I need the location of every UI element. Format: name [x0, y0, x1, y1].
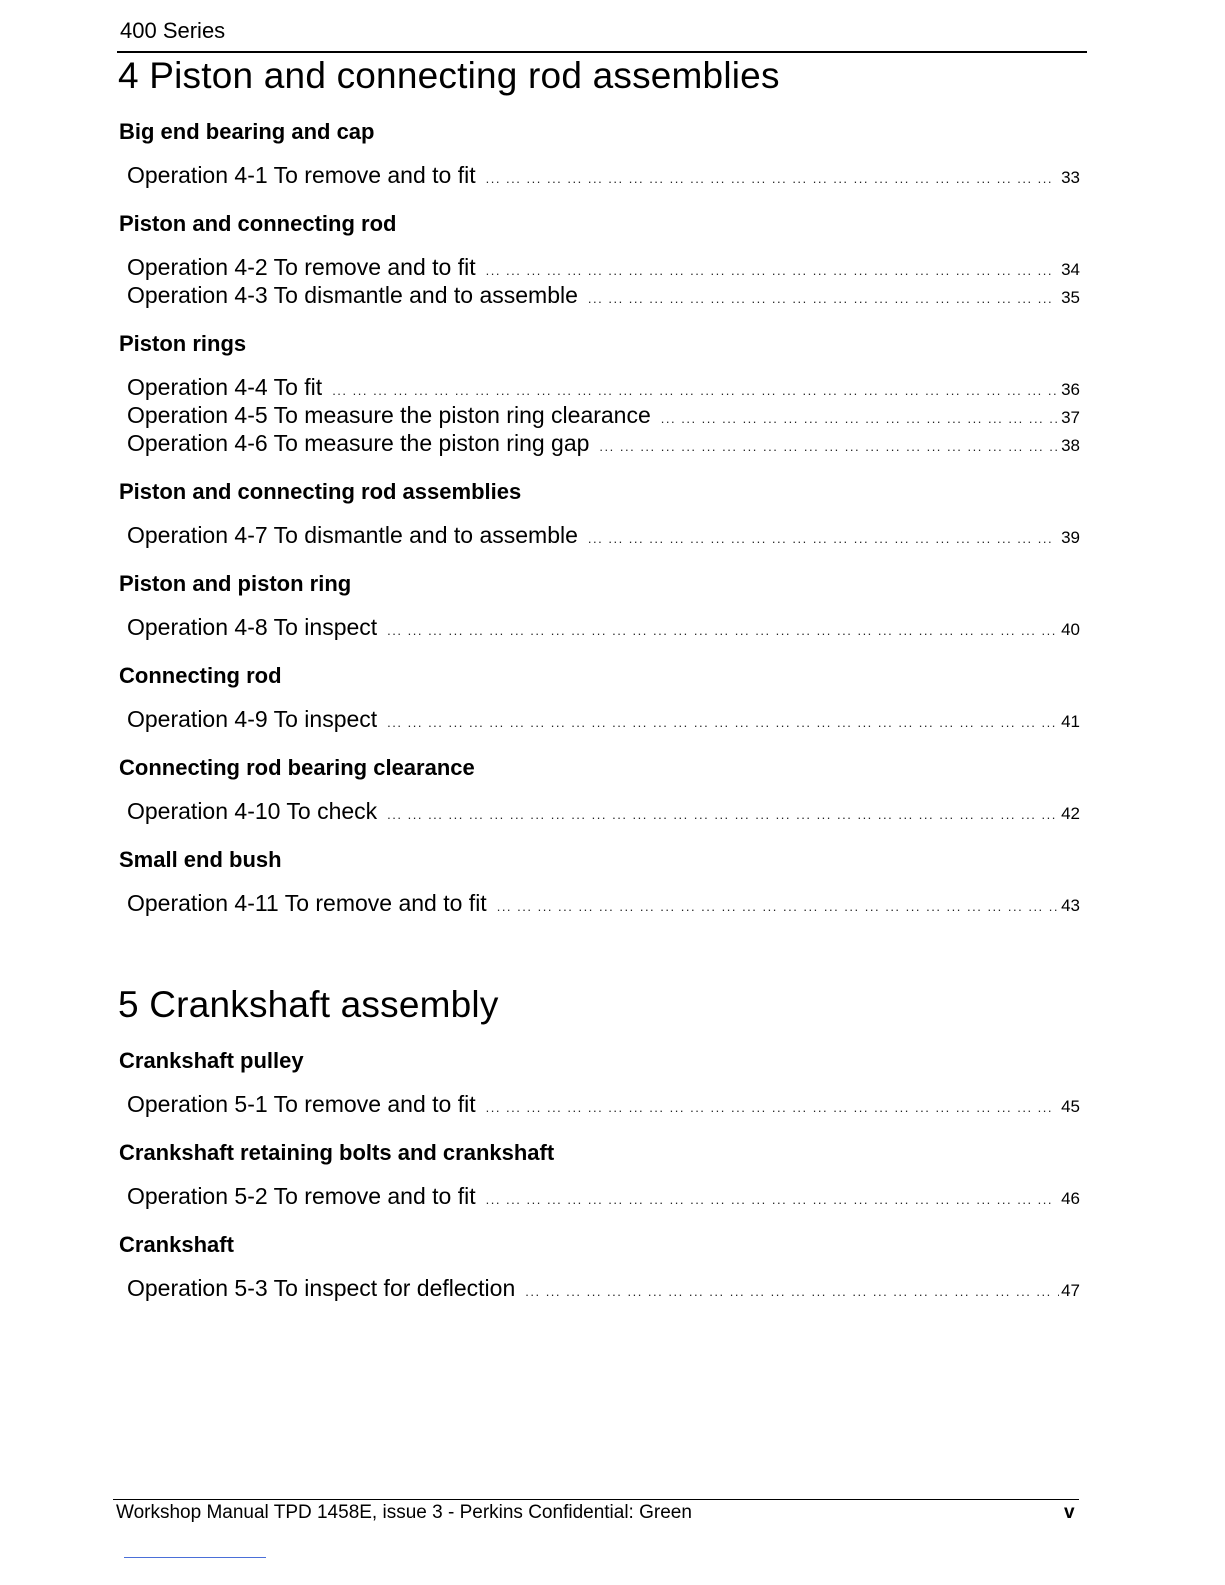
toc-section	[118, 1232, 1080, 1302]
toc-entry-title: Operation 5-1 To remove and to fit	[127, 1091, 476, 1117]
header-rule	[117, 51, 1087, 53]
toc-entry-page: 41	[1061, 712, 1080, 731]
toc-section	[118, 663, 1080, 733]
dot-leader	[588, 525, 1059, 553]
section-heading: Connecting rod	[119, 663, 282, 688]
toc-entry-page: 34	[1061, 260, 1080, 279]
section-heading: Crankshaft	[119, 1232, 234, 1257]
toc-entry-title: Operation 5-3 To inspect for deflection	[127, 1275, 516, 1301]
toc-section	[118, 847, 1080, 917]
toc-entry-title: Operation 4-9 To inspect	[127, 706, 378, 732]
dot-leader	[486, 165, 1059, 193]
dot-leader	[486, 1094, 1059, 1122]
toc-entry-page: 42	[1061, 804, 1080, 823]
toc-entry-page: 46	[1061, 1189, 1080, 1208]
dot-leader	[387, 709, 1059, 737]
section-heading: Big end bearing and cap	[119, 119, 375, 144]
toc-entry[interactable]	[118, 429, 1080, 457]
dot-leader	[486, 1186, 1059, 1214]
dot-leader	[599, 433, 1059, 461]
toc-entry[interactable]	[118, 373, 1080, 401]
dot-leader	[588, 285, 1059, 313]
toc-section	[118, 571, 1080, 641]
toc-entry[interactable]	[118, 1182, 1080, 1210]
toc-entry-page: 39	[1061, 528, 1080, 547]
toc-entry-title: Operation 4-5 To measure the piston ring clearance	[127, 402, 651, 428]
toc-entry[interactable]	[118, 1274, 1080, 1302]
toc-entry[interactable]	[118, 889, 1080, 917]
toc-section	[118, 211, 1080, 309]
section-heading: Piston and connecting rod	[119, 211, 397, 236]
toc-entry-title: Operation 4-4 To fit	[127, 374, 323, 400]
toc-entry-page: 37	[1061, 408, 1080, 427]
footer-rule	[113, 1499, 1079, 1500]
toc-section	[118, 755, 1080, 825]
toc-entry-title: Operation 4-1 To remove and to fit	[127, 162, 476, 188]
section-heading: Piston and connecting rod assemblies	[119, 479, 522, 504]
section-heading: Crankshaft retaining bolts and crankshaft	[119, 1140, 555, 1165]
toc-entry[interactable]	[118, 401, 1080, 429]
chapter-title: 4 Piston and connecting rod assemblies	[118, 55, 780, 96]
section-heading: Connecting rod bearing clearance	[119, 755, 475, 780]
toc-entry-title: Operation 4-6 To measure the piston ring gap	[127, 430, 590, 456]
section-heading: Piston rings	[119, 331, 247, 356]
toc-entry[interactable]	[118, 253, 1080, 281]
toc-section	[118, 1048, 1080, 1118]
toc-entry[interactable]	[118, 1090, 1080, 1118]
toc-entry-title: Operation 4-10 To check	[127, 798, 378, 824]
toc-entry[interactable]	[118, 705, 1080, 733]
dot-leader	[497, 893, 1059, 921]
toc-entry-page: 43	[1061, 896, 1080, 915]
toc-entry-page: 47	[1061, 1281, 1080, 1300]
footer-page-number: v	[1064, 1502, 1075, 1523]
toc-entry[interactable]	[118, 281, 1080, 309]
dot-leader	[661, 405, 1059, 433]
bottom-divider	[124, 1557, 266, 1558]
toc-entry[interactable]	[118, 797, 1080, 825]
toc-entry-title: Operation 4-2 To remove and to fit	[127, 254, 476, 280]
toc-entry-title: Operation 4-7 To dismantle and to assemble	[127, 522, 578, 548]
dot-leader	[387, 801, 1059, 829]
toc-entry-page: 40	[1061, 620, 1080, 639]
toc-entry-page: 35	[1061, 288, 1080, 307]
section-heading: Crankshaft pulley	[119, 1048, 304, 1073]
dot-leader	[387, 617, 1059, 645]
toc-entry-page: 36	[1061, 380, 1080, 399]
toc-section	[118, 1140, 1080, 1210]
dot-leader	[525, 1278, 1059, 1306]
toc-entry-page: 38	[1061, 436, 1080, 455]
toc-section	[118, 331, 1080, 457]
toc-entry[interactable]	[118, 521, 1080, 549]
toc-section	[118, 119, 1080, 189]
running-header: 400 Series	[120, 18, 226, 43]
footer-text: Workshop Manual TPD 1458E, issue 3 - Perkins Confidential: Green	[116, 1502, 692, 1523]
section-heading: Small end bush	[119, 847, 282, 872]
toc-section	[118, 479, 1080, 549]
toc-entry[interactable]	[118, 161, 1080, 189]
toc-entry-page: 33	[1061, 168, 1080, 187]
toc-entry-title: Operation 4-11 To remove and to fit	[127, 890, 487, 916]
toc-entry[interactable]	[118, 613, 1080, 641]
section-heading: Piston and piston ring	[119, 571, 352, 596]
toc-entry-page: 45	[1061, 1097, 1080, 1116]
chapter-title: 5 Crankshaft assembly	[118, 984, 499, 1025]
toc-entry-title: Operation 5-2 To remove and to fit	[127, 1183, 476, 1209]
toc-entry-title: Operation 4-8 To inspect	[127, 614, 378, 640]
toc-entry-title: Operation 4-3 To dismantle and to assemble	[127, 282, 578, 308]
